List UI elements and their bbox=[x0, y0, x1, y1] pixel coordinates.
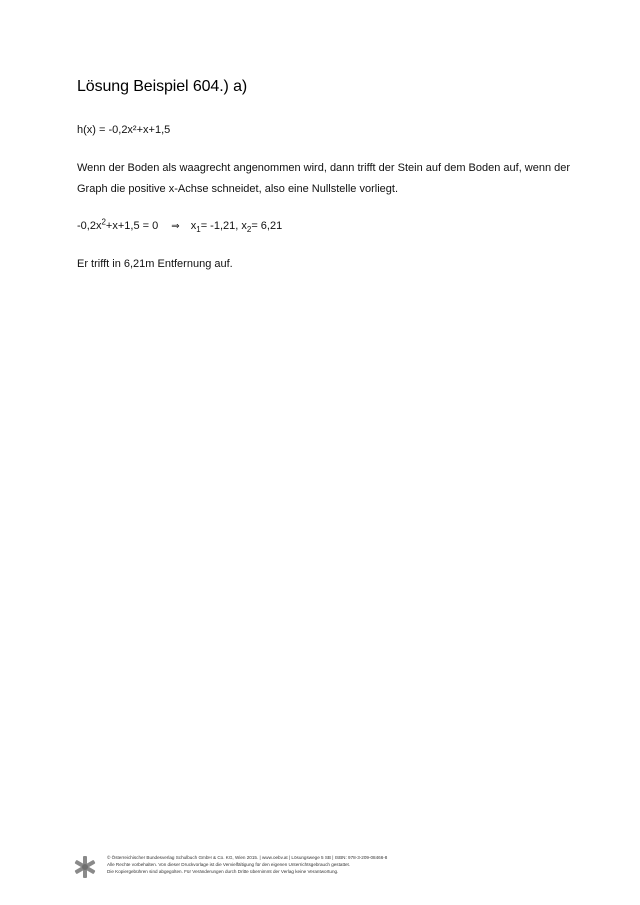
solution-x1-value: = -1,21, bbox=[200, 220, 239, 232]
footer-copyright bbox=[107, 854, 387, 875]
equation-lhs-prefix: -0,2x bbox=[77, 220, 102, 232]
function-definition: h(x) = -0,2x²+x+1,5 bbox=[77, 124, 171, 136]
page-title: Lösung Beispiel 604.) a) bbox=[77, 78, 248, 95]
equation-exponent: 2 bbox=[101, 217, 106, 227]
equation-line bbox=[77, 216, 282, 237]
page-footer bbox=[70, 852, 570, 882]
solution-x1-subscript: 1 bbox=[196, 225, 201, 235]
footer-line-1: © Österreichischer Bundesverlag Schulbuch GmbH & Co. KG, Wien 2015. | www.oebv.at | Lösungswege 5 SB | ISBN: 978-3-209-08466-8 bbox=[107, 855, 388, 860]
explanation-paragraph: Wenn der Boden als waagrecht angenommen wird, dann trifft der Stein auf dem Boden auf, wenn der Graph die positive x-Achse schneidet, also eine Nullstelle vorliegt. bbox=[77, 162, 571, 195]
solution-x2-label: x bbox=[241, 220, 247, 232]
solution-x2-subscript: 2 bbox=[246, 225, 252, 235]
equation-lhs-suffix: +x+1,5 = 0 bbox=[105, 220, 159, 232]
conclusion-text: Er trifft in 6,21m Entfernung auf. bbox=[77, 258, 233, 270]
solution-x1-label: x bbox=[190, 220, 197, 232]
implies-arrow-icon: ⇒ bbox=[171, 221, 180, 232]
publisher-star-logo-icon bbox=[73, 855, 97, 879]
footer-line-2: Alle Rechte vorbehalten. Von dieser Druckvorlage ist die Vervielfältigung für den eigenen Unterrichtsgebrauch gestattet. bbox=[107, 862, 351, 867]
solution-x2-value: = 6,21 bbox=[251, 220, 283, 232]
footer-line-3: Die Kopiergebühren sind abgegolten. Für Veränderungen durch Dritte übernimmt der Verlag keine Verantwortung. bbox=[107, 869, 339, 874]
